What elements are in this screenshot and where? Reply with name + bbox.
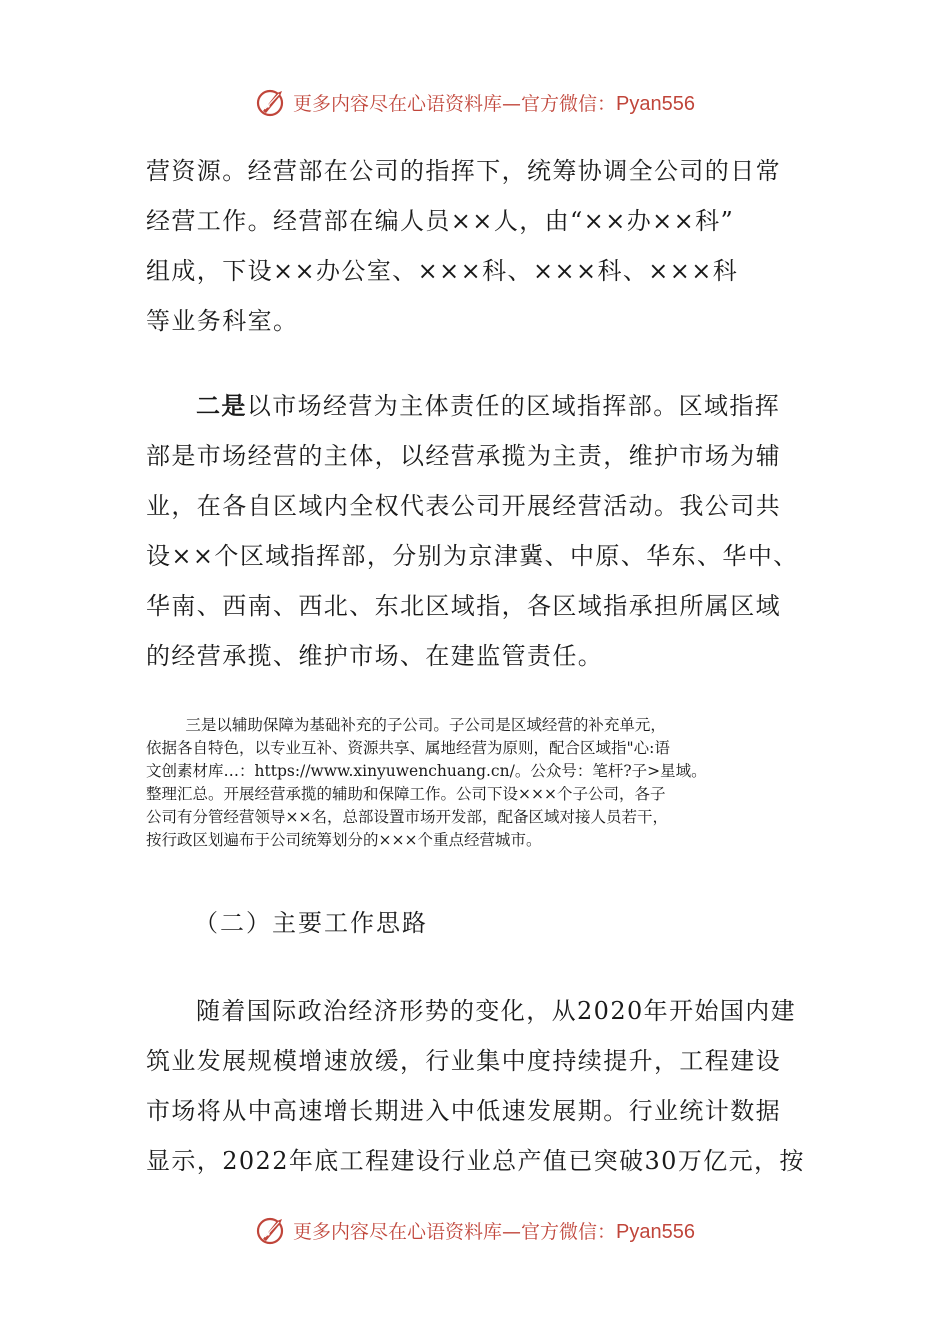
paragraph-line: 的经营承揽、维护市场、在建监管责任。 [146,642,604,670]
watermark-text: 更多内容尽在心语资料库—官方微信：Pyan556 [293,1220,695,1243]
paragraph-line: 业，在各自区域内全权代表公司开展经营活动。我公司共 [146,492,781,520]
paragraph-line: 部是市场经营的主体，以经营承揽为主责，维护市场为辅 [146,442,781,470]
paragraph-line: 文创素材库…：https://www.xinyuwenchuang.cn/。公众号：笔杆?子>星域。 [146,762,707,780]
paragraph-2 [146,381,806,681]
watermark-text: 更多内容尽在心语资料库—官方微信：Pyan556 [293,92,695,115]
paragraph-line: 营资源。经营部在公司的指挥下，统筹协调全公司的日常 [146,157,781,185]
paragraph-line: 经营工作。经营部在编人员××人，由“××办××科” [146,207,735,235]
paragraph-line: 组成，下设××办公室、×××科、×××科、×××科 [146,257,739,285]
paragraph-line: 按行政区划遍布于公司统筹划分的×××个重点经营城市。 [146,831,542,849]
paragraph-1 [146,146,806,346]
paragraph-line: 设××个区域指挥部，分别为京津冀、中原、华东、华中、 [146,542,799,570]
watermark-banner-bottom [0,1210,950,1250]
paragraph-line: 市场将从中高速增长期进入中低速发展期。行业统计数据 [146,1097,781,1125]
paragraph-line [146,381,806,431]
paragraph-line: 随着国际政治经济形势的变化，从2020年开始国内建 [196,997,797,1025]
lead-rest: 以市场经营为主体责任的区域指挥部。区域指挥 [246,392,781,420]
paragraph-line: 筑业发展规模增速放缓，行业集中度持续提升，工程建设 [146,1047,781,1075]
paragraph-line: 显示，2022年底工程建设行业总产值已突破30万亿元，按 [146,1147,805,1175]
watermark-banner-top [0,82,950,122]
paragraph-3-small [146,714,806,852]
paragraph-line: 华南、西南、西北、东北区域指，各区域指承担所属区域 [146,592,781,620]
paragraph-line: 依据各自特色，以专业互补、资源共享、属地经营为原则，配合区域指"心:语 [146,739,670,757]
paragraph-line: 公司有分管经营领导××名，总部设置市场开发部，配备区域对接人员若干， [146,808,668,826]
paragraph-line: 等业务科室。 [146,307,299,335]
pen-nib-logo-icon [255,85,289,119]
paragraph-line: 三是以辅助保障为基础补充的子公司。子公司是区域经营的补充单元， [146,716,666,734]
paragraph-line: 整理汇总。开展经营承揽的辅助和保障工作。公司下设×××个子公司，各子 [146,785,666,803]
section-heading: （二）主要工作思路 [194,909,428,937]
paragraph-4 [146,986,806,1186]
bold-lead: 二是 [196,391,247,420]
pen-nib-logo-icon [255,1213,289,1247]
